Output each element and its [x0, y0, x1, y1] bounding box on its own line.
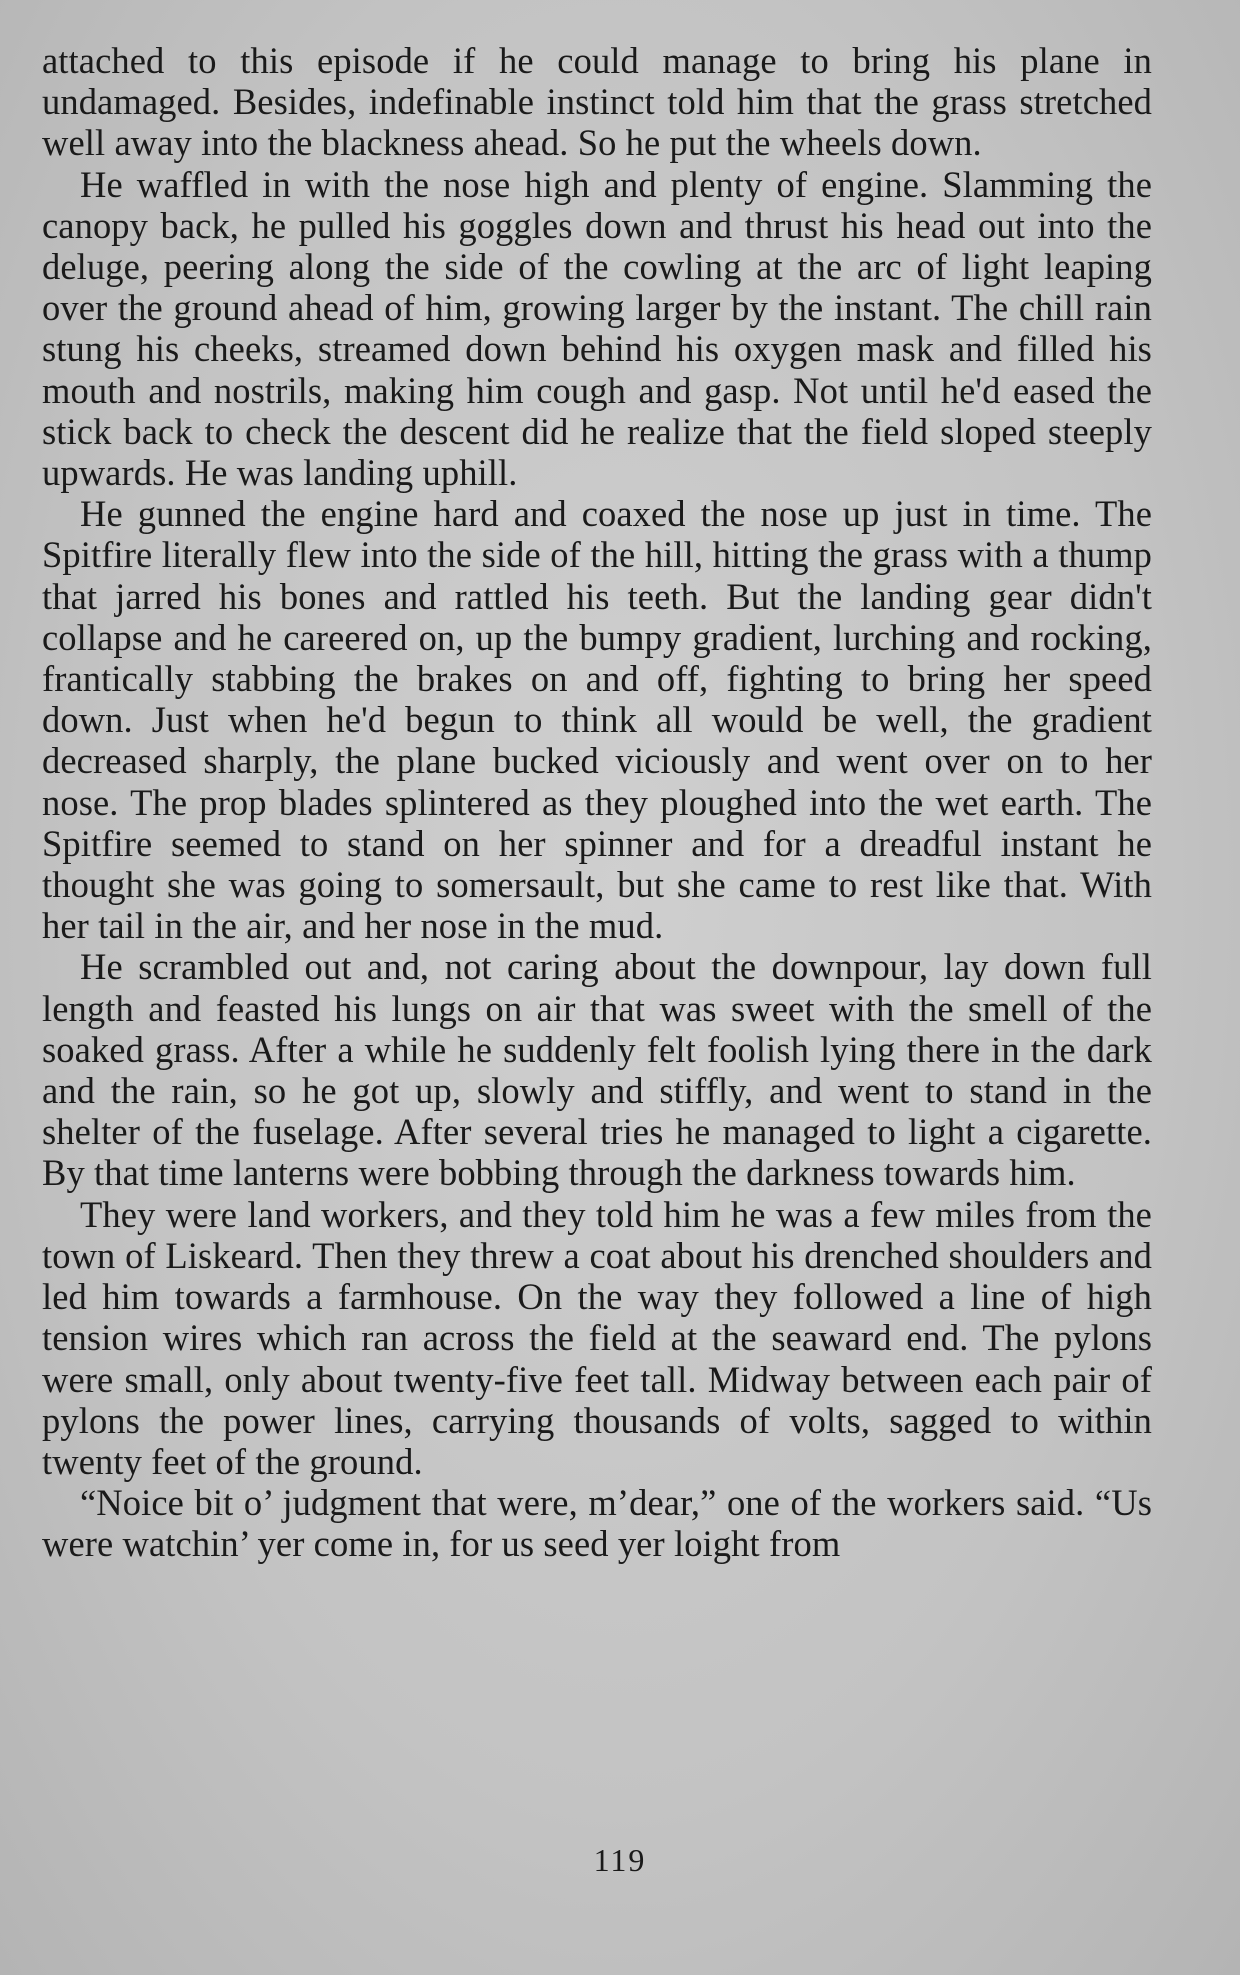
paragraph-1: attached to this episode if he could manage to bring his plane in undamaged. Besides, indefinable instinct told him that the grass stretched well away into the blackness ahead. So he put the wheels down. — [42, 40, 1152, 164]
paragraph-6: “Noice bit o’ judgment that were, m’dear,” one of the workers said. “Us were watchin’ yer come in, for us seed yer loight from — [42, 1482, 1152, 1565]
paragraph-5: They were land workers, and they told him he was a few miles from the town of Liskeard. Then they threw a coat about his drenched shoulders and led him towards a farmhouse. On the way they followed a line of high tension wires which ran across the field at the seaward end. The pylons were small, only about twenty-five feet tall. Midway between each pair of pylons the power lines, carrying thousands of volts, sagged to within twenty feet of the ground. — [42, 1193, 1152, 1482]
paragraph-2: He waffled in with the nose high and plenty of engine. Slamming the canopy back, he pulled his goggles down and thrust his head out into the deluge, peering along the side of the cowling at the arc of light leaping over the ground ahead of him, growing larger by the instant. The chill rain stung his cheeks, streamed down behind his oxygen mask and filled his mouth and nostrils, making him cough and gasp. Not until he'd eased the stick back to check the descent did he realize that the field sloped steeply upwards. He was landing uphill. — [42, 163, 1152, 494]
page-number: 119 — [593, 1842, 647, 1878]
body-text — [42, 40, 1152, 1565]
paragraph-3: He gunned the engine hard and coaxed the nose up just in time. The Spitfire literally flew into the side of the hill, hitting the grass with a thump that jarred his bones and rattled his teeth. But the landing gear didn't collapse and he careered on, up the bumpy gradient, lurching and rocking, frantically stabbing the brakes on and off, fighting to bring her speed down. Just when he'd begun to think all would be well, the gradient decreased sharply, the plane bucked viciously and went over on to her nose. The prop blades splintered as they ploughed into the wet earth. The Spitfire seemed to stand on her spinner and for a dreadful instant he thought she was going to somersault, but she came to rest like that. With her tail in the air, and her nose in the mud. — [42, 493, 1152, 947]
paragraph-4: He scrambled out and, not caring about the downpour, lay down full length and feasted his lungs on air that was sweet with the smell of the soaked grass. After a while he suddenly felt foolish lying there in the dark and the rain, so he got up, slowly and stiffly, and went to stand in the shelter of the fuselage. After several tries he managed to light a cigarette. By that time lanterns were bobbing through the darkness towards him. — [42, 946, 1152, 1194]
